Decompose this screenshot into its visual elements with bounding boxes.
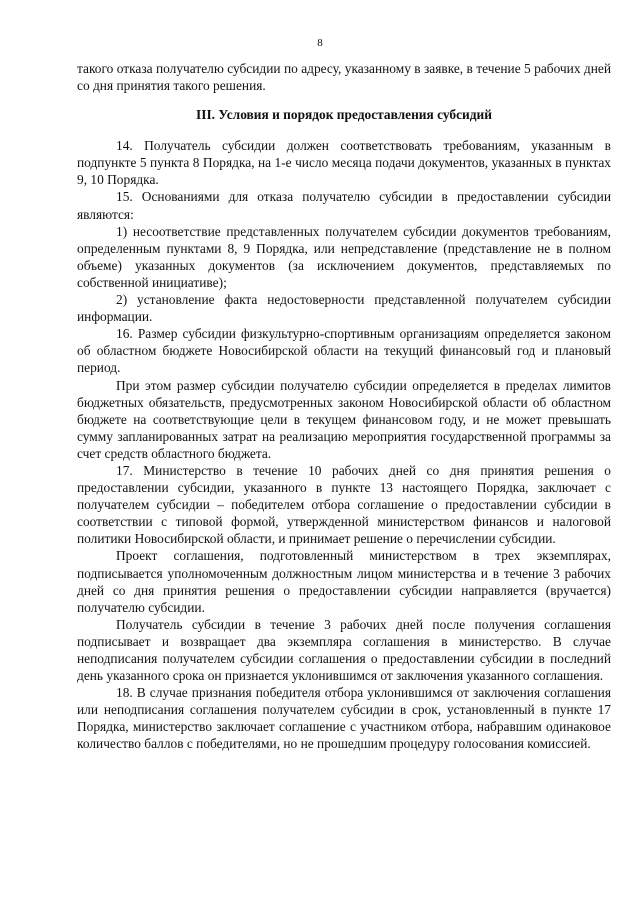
paragraph-15-item-1: 1) несоответствие представленных получателем субсидии документов требованиям, определенным пунктами 8, 9 Порядка, или непредставление (представление не в полном объеме) указанных документов (за исключением документов, представляемых по собственной инициативе); (77, 223, 611, 290)
paragraph-15: 15. Основаниями для отказа получателю субсидии в предоставлении субсидии являются: (77, 189, 611, 222)
paragraph-16: 16. Размер субсидии физкультурно-спортивным организациям определяется законом об областном бюджете Новосибирской области на текущий финансовый год и плановый период. (77, 326, 611, 376)
paragraph-17-signing: Получатель субсидии в течение 3 рабочих дней после получения соглашения подписывает и возвращает два экземпляра соглашения в министерство. В случае неподписания получателем субсидии соглашения о предоставлении субсидии в последний день указанного срока он признается уклонившимся от заключения указанного соглашения. (77, 616, 611, 684)
document-body (77, 60, 611, 753)
paragraph-15-item-2: 2) установление факта недостоверности представленной получателем субсидии информации. (77, 292, 611, 325)
paragraph-14: 14. Получатель субсидии должен соответствовать требованиям, указанным в подпункте 5 пункта 8 Порядка, на 1-е число месяца подачи документов, указанных в пунктах 9, 10 Порядка. (77, 138, 611, 188)
paragraph-17-draft: Проект соглашения, подготовленный министерством в трех экземплярах, подписывается уполномоченным должностным лицом министерства и в течение 3 рабочих дней со дня принятия решения о предоставлении субсидии направляется (вручается) получателю субсидии. (77, 548, 611, 615)
section-title: III. Условия и порядок предоставления субсидий (196, 107, 492, 123)
page-number: 8 (317, 37, 323, 49)
paragraph-18: 18. В случае признания победителя отбора уклонившимся от заключения соглашения или неподписания соглашения получателем субсидии в срок, установленный в пункте 17 Порядка, министерство заключает соглашение с участником отбора, набравшим одинаковое количество баллов с победителями, но не прошедшим процедуру голосования комиссией. (77, 685, 611, 752)
paragraph-17: 17. Министерство в течение 10 рабочих дней со дня принятия решения о предоставлении субсидии, указанного в пункте 13 настоящего Порядка, заключает с получателем субсидии – победителем отбора соглашение о предоставлении субсидии в соответствии с типовой формой, утвержденной министерством финансов и налоговой политики Новосибирской области, и принимает решение о перечислении субсидии. (77, 462, 611, 547)
continuation-paragraph: такого отказа получателю субсидии по адресу, указанному в заявке, в течение 5 рабочих дней со дня принятия такого решения. (77, 61, 611, 94)
paragraph-16-continued: При этом размер субсидии получателю субсидии определяется в пределах лимитов бюджетных обязательств, предусмотренных законом Новосибирской области об областном бюджете на соответствующие цели в текущем финансовом году, и не может превышать сумму запланированных затрат на реализацию мероприятия государственной программы за счет средств областного бюджета. (77, 377, 611, 461)
